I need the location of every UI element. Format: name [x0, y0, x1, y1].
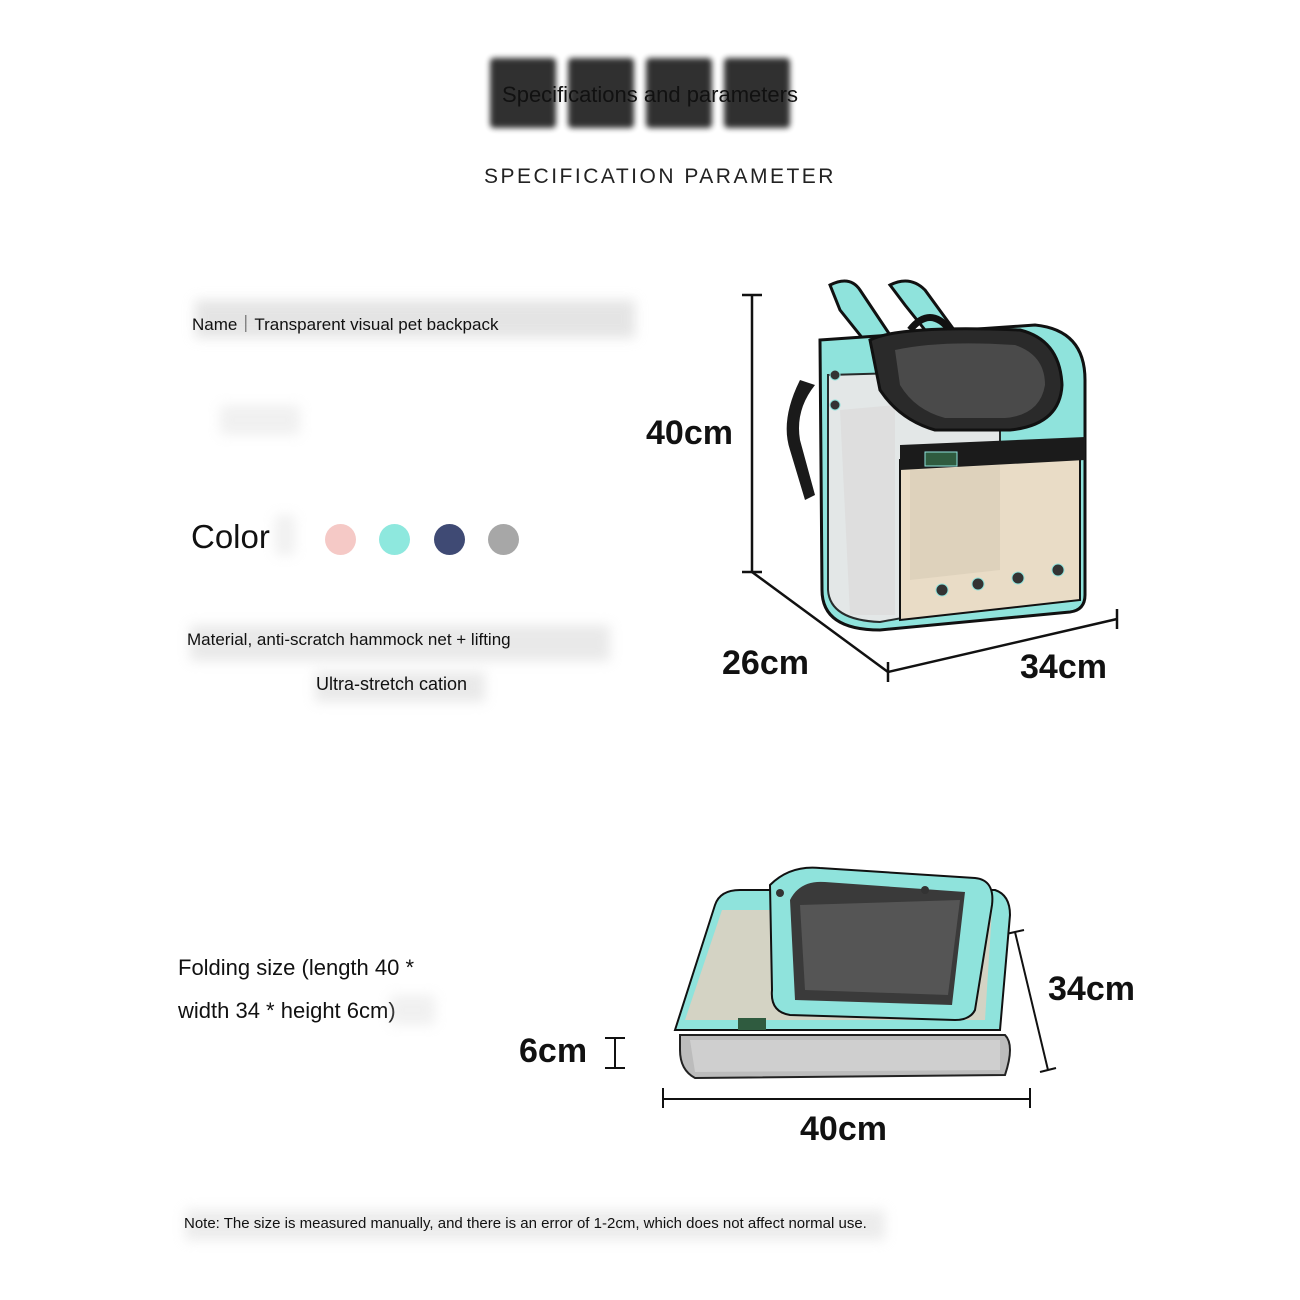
footer-note: Note: The size is measured manually, and there is an error of 1-2cm, which does not affect normal use.	[184, 1215, 867, 1232]
text-smudge	[390, 995, 435, 1025]
dim-length-folded: 40cm	[800, 1110, 887, 1148]
page-title: Specifications and parameters	[502, 82, 798, 107]
backpack-illustration	[787, 281, 1085, 630]
material-line-1: Material, anti-scratch hammock net + lifting	[187, 630, 511, 649]
page-subtitle: SPECIFICATION PARAMETER	[484, 165, 836, 188]
material-line-2: Ultra-stretch cation	[316, 674, 468, 694]
dim-width-open: 34cm	[1020, 648, 1107, 686]
folding-size-line-1: Folding size (length 40 *	[178, 955, 415, 980]
dim-width-folded: 34cm	[1048, 970, 1135, 1008]
dim-height-folded: 6cm	[519, 1032, 588, 1070]
folding-size-line-2: width 34 * height 6cm)	[178, 998, 396, 1023]
color-label: Color	[191, 518, 270, 555]
dim-depth-open: 26cm	[722, 644, 809, 682]
folded-backpack-illustration	[675, 868, 1010, 1078]
product-name: Name｜Transparent visual pet backpack	[192, 315, 499, 334]
dim-height-open: 40cm	[646, 414, 733, 452]
